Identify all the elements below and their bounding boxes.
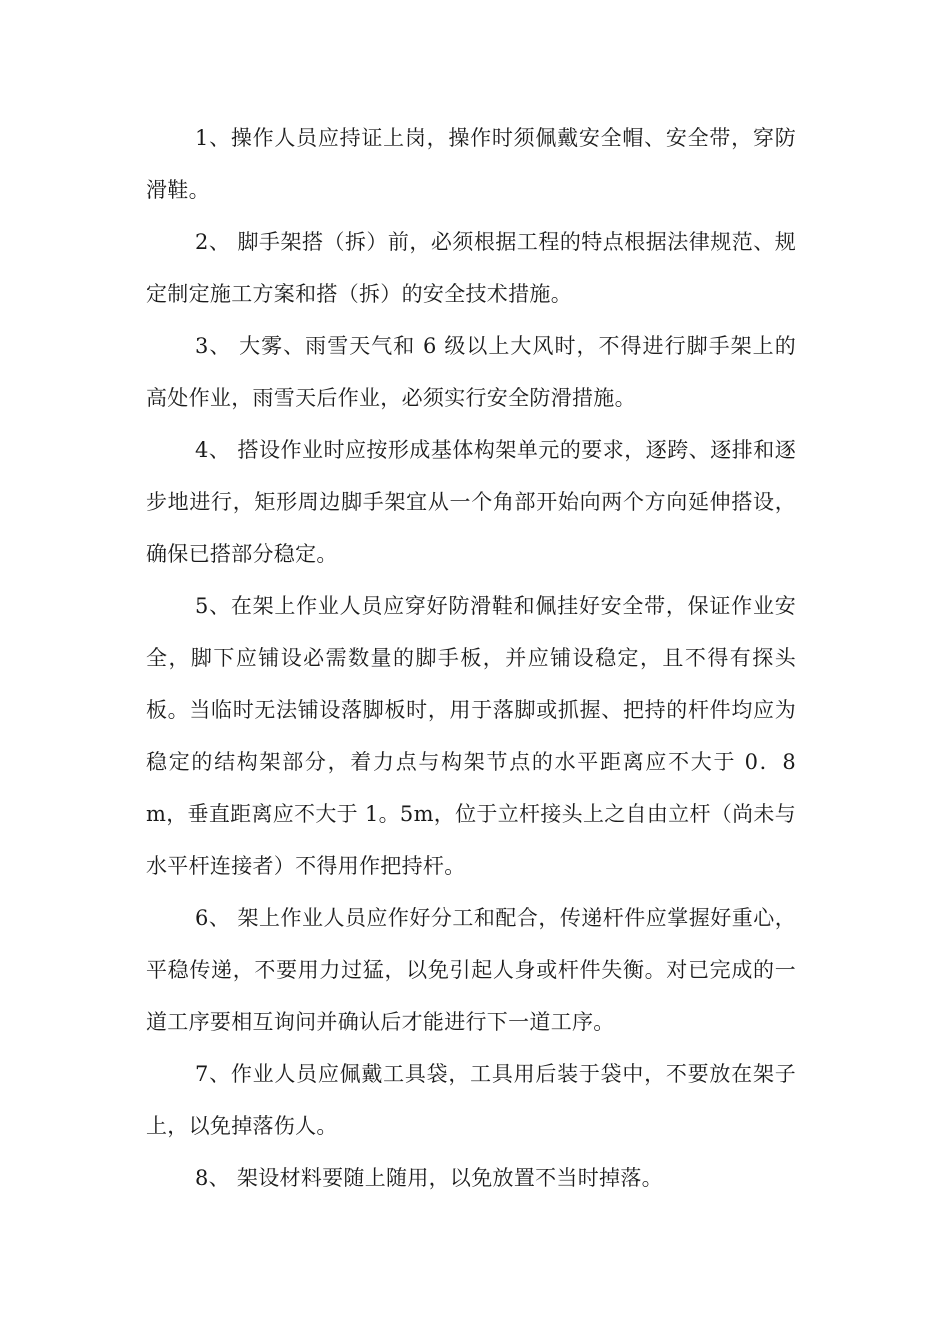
paragraph-6: 6、 架上作业人员应作好分工和配合，传递杆件应掌握好重心，平稳传递，不要用力过猛，以免引起人身或杆件失衡。对已完成的一道工序要相互询问并确认后才能进行下一道工序。 xyxy=(146,906,796,1034)
document-body xyxy=(146,112,796,1204)
paragraph-3: 3、 大雾、雨雪天气和 6 级以上大风时，不得进行脚手架上的高处作业，雨雪天后作业，必须实行安全防滑措施。 xyxy=(146,334,796,410)
paragraph-7: 7、作业人员应佩戴工具袋，工具用后装于袋中，不要放在架子上，以免掉落伤人。 xyxy=(146,1062,796,1138)
paragraph-4: 4、 搭设作业时应按形成基体构架单元的要求，逐跨、逐排和逐步地进行，矩形周边脚手架宜从一个角部开始向两个方向延伸搭设，确保已搭部分稳定。 xyxy=(146,438,796,566)
paragraph-1: 1、操作人员应持证上岗，操作时须佩戴安全帽、安全带，穿防滑鞋。 xyxy=(146,126,796,202)
paragraph-2: 2、 脚手架搭（拆）前，必须根据工程的特点根据法律规范、规定制定施工方案和搭（拆）的安全技术措施。 xyxy=(146,230,796,306)
paragraph-8: 8、 架设材料要随上随用，以免放置不当时掉落。 xyxy=(195,1166,663,1190)
paragraph-5: 5、在架上作业人员应穿好防滑鞋和佩挂好安全带，保证作业安全，脚下应铺设必需数量的脚手板，并应铺设稳定，且不得有探头板。当临时无法铺设落脚板时，用于落脚或抓握、把持的杆件均应为稳定的结构架部分，着力点与构架节点的水平距离应不大于 0．8m，垂直距离应不大于 1。5m，位于立杆接头上之自由立杆（尚未与水平杆连接者）不得用作把持杆。 xyxy=(146,594,796,878)
